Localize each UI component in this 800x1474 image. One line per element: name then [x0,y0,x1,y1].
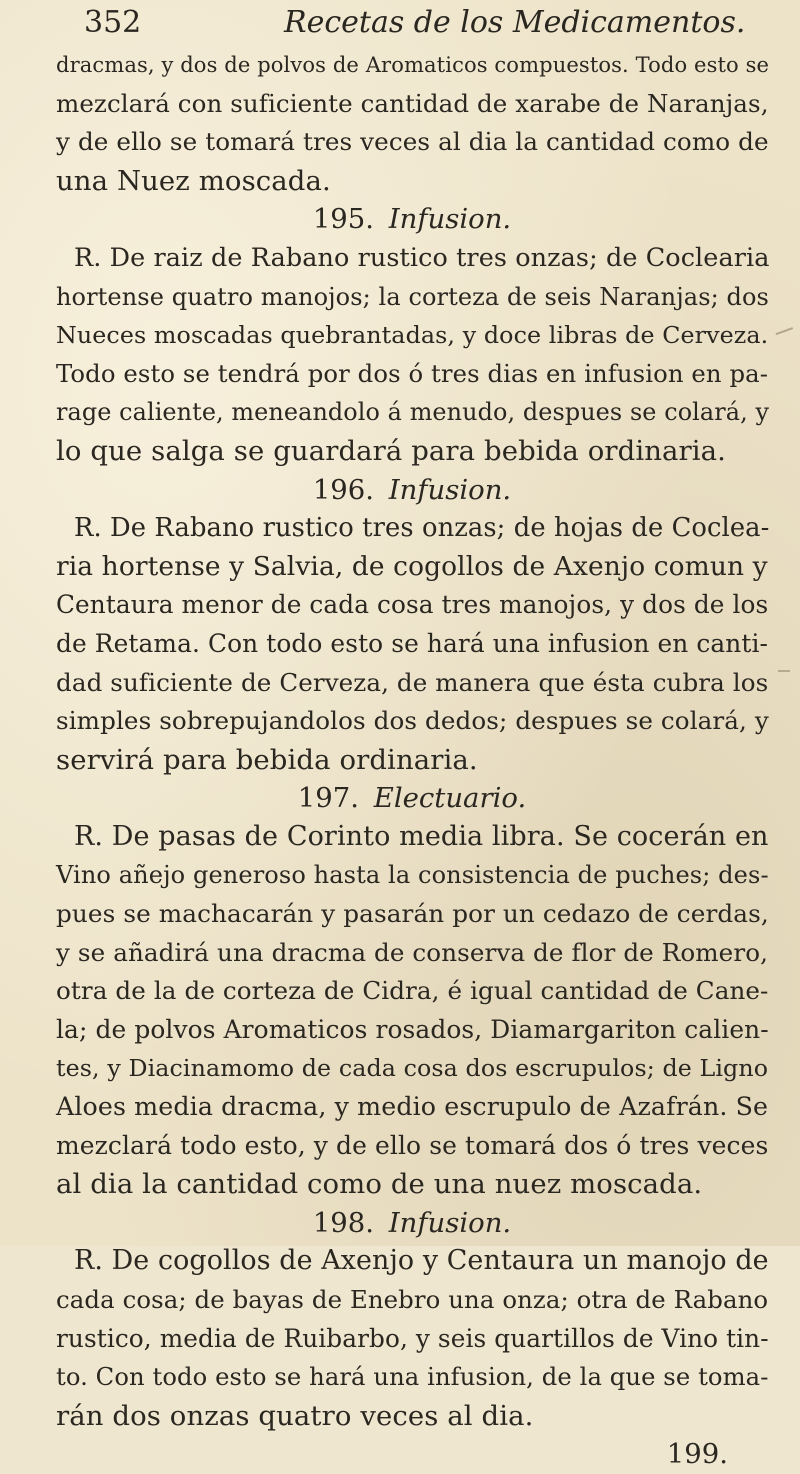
text-line: Todo esto se tendrá por dos ó tres dias en infusion en pa- [56,358,769,388]
text-line: R. De Rabano rustico tres onzas; de hojas de Coclea- [74,513,770,544]
text-line: R. De pasas de Corinto media libra. Se cocerán en [74,820,769,852]
text-line: tes, y Diacinamomo de cada cosa dos escrupulos; de Ligno [56,1054,769,1083]
text-line: servirá para bebida ordinaria. [56,743,478,776]
text-line: otra de la de corteza de Cidra, é igual cantidad de Cane- [56,976,769,1006]
text-line: to. Con todo esto se hará una infusion, de la que se toma- [56,1363,769,1392]
text-line: dad suficiente de Cerveza, de manera que ésta cubra los [56,667,769,697]
recipe-198 [56,1204,768,1436]
text-line: cada cosa; de bayas de Enebro una onza; otra de Rabano [56,1285,769,1314]
recipe-196 [56,471,768,780]
text-line: al dia la cantidad como de una nuez moscada. [56,1168,703,1201]
running-head [56,0,768,46]
recipe-197 [56,779,768,1204]
text-line: hortense quatro manojos; la corteza de seis Naranjas; dos [56,282,769,311]
recipe-heading [56,471,768,510]
text-line: dracmas, y dos de polvos de Aromaticos compuestos. Todo esto se [56,52,770,77]
recipe-number: 197. [297,782,359,815]
text-line: de Retama. Con todo esto se hará una infusion en canti- [56,628,769,658]
recipe-heading [56,779,768,818]
text-line: Vino añejo generoso hasta la consistencia de puches; des- [56,861,769,890]
page-number: 352 [84,5,142,40]
recipe-number: 196. [312,473,375,506]
text-line: pues se machacarán y pasarán por un cedazo de cerdas, [56,899,769,929]
page-edge-mark [778,670,790,672]
text-line: Aloes media dracma, y medio escrupulo de Azafrán. Se [56,1092,769,1122]
recipe-number: 195. [312,203,375,236]
text-line: ria hortense y Salvia, de cogollos de Axenjo comun y [56,550,768,582]
text-line: simples sobrepujandolos dos dedos; despues se colará, y [56,706,769,736]
recipe-195 [56,200,768,470]
catchword: 199. [666,1438,728,1471]
text-block [56,0,768,1474]
text-line: y de ello se tomará tres veces al dia la cantidad como de [56,127,769,157]
text-line: rage caliente, meneandolo á menudo, despues se colará, y [56,398,770,427]
recipe-heading [56,200,768,239]
text-line: rustico, media de Ruibarbo, y seis quartillos de Vino tin- [56,1323,769,1353]
recipe-title: Infusion. [388,1206,512,1239]
text-line: lo que salga se guardará para bebida ordinaria. [56,434,727,467]
text-line: Centaura menor de cada cosa tres manojos, y dos de los [56,590,769,620]
page-edge-mark [776,327,795,339]
text-line: mezclará con suficiente cantidad de xarabe de Naranjas, [56,88,769,118]
text-line: una Nuez moscada. [56,164,331,197]
text-line: Nueces moscadas quebrantadas, y doce libras de Cerveza. [56,321,769,350]
running-title: Recetas de los Medicamentos. [284,5,746,40]
text-line: rán dos onzas quatro veces al dia. [56,1399,534,1432]
text-line: R. De raiz de Rabano rustico tres onzas; de Coclearia [74,242,770,273]
recipe-heading [56,1204,768,1243]
recipe-title: Infusion. [388,203,512,236]
recipe-number: 198. [312,1206,375,1239]
recipe-title: Infusion. [388,473,512,506]
recipe-title: Electuario. [373,782,527,815]
text-line: y se añadirá una dracma de conserva de flor de Romero, [56,937,769,967]
text-line: mezclará todo esto, y de ello se tomará dos ó tres veces [56,1130,769,1160]
text-line: la; de polvos Aromaticos rosados, Diamargariton calien- [56,1014,769,1044]
text-line: R. De cogollos de Axenjo y Centaura un manojo de [74,1245,769,1277]
opening-paragraph [56,46,768,200]
